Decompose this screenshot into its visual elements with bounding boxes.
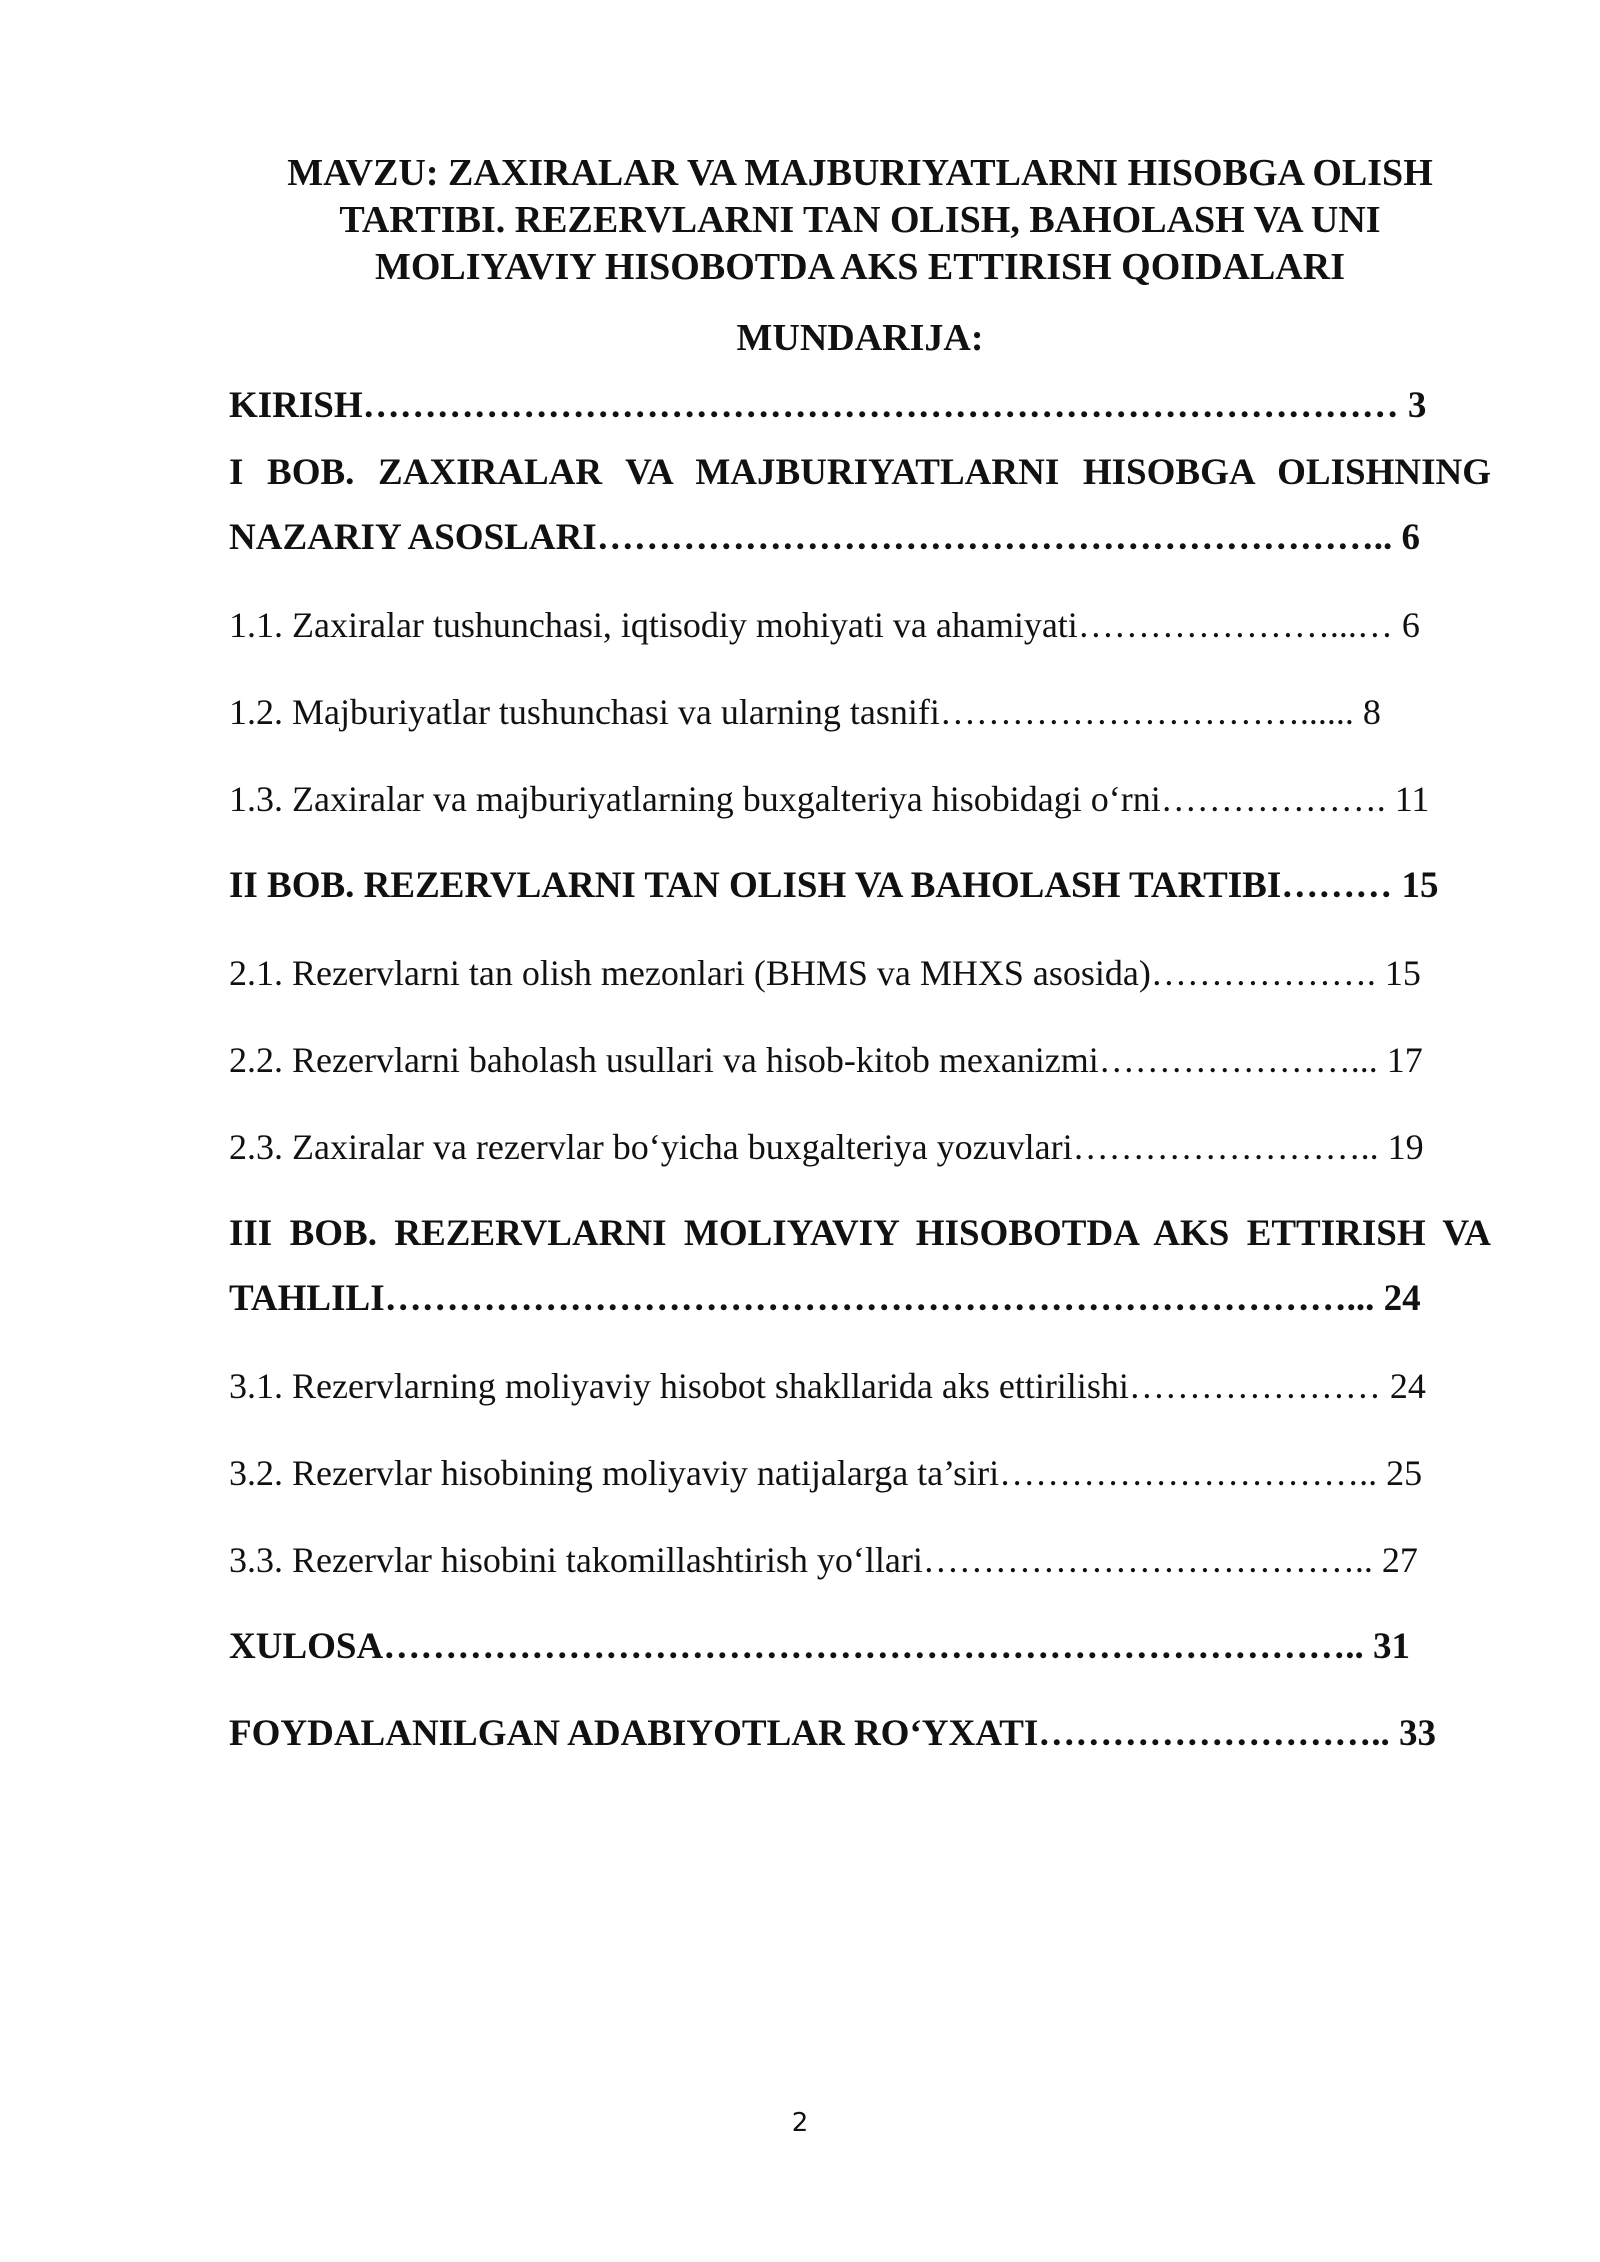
toc-entry-1-2: 1.2. Majburiyatlar tushunchasi va ularning tasnifi…………………………...... 8: [229, 692, 1381, 732]
toc-entry-1-3: 1.3. Zaxiralar va majburiyatlarning buxgalteriya hisobidagi o‘rni………………. 11: [229, 779, 1430, 819]
toc-entry-chapter-1-line-1: I BOB. ZAXIRALAR VA MAJBURIYATLARNI HISOBGA OLISHNING: [229, 452, 1491, 493]
toc-entry-2-1: 2.1. Rezervlarni tan olish mezonlari (BHMS va MHXS asosida)………………. 15: [229, 953, 1421, 993]
toc-entry-bibliography: FOYDALANILGAN ADABIYOTLAR RO‘YXATI……………………….. 33: [229, 1713, 1437, 1754]
toc-entry-chapter-3-line-2: TAHLILI……………………………………………………………………... 24: [229, 1278, 1421, 1319]
toc-heading: MUNDARIJA:: [736, 317, 984, 359]
title-line: MAVZU: ZAXIRALAR VA MAJBURIYATLARNI HISOBGA OLISH: [287, 152, 1433, 194]
toc-entry-xulosa: XULOSA…………………………………………………………………….. 31: [229, 1626, 1410, 1667]
title-line: TARTIBI. REZERVLARNI TAN OLISH, BAHOLASH VA UNI: [339, 199, 1381, 241]
toc-entry-2-2: 2.2. Rezervlarni baholash usullari va hisob-kitob mexanizmi…………………... 17: [229, 1040, 1423, 1080]
toc-entry-3-2: 3.2. Rezervlar hisobining moliyaviy natijalarga ta’siri………………………….. 25: [229, 1453, 1423, 1493]
document-title: [200, 150, 1520, 291]
toc-entry-3-1: 3.1. Rezervlarning moliyaviy hisobot shakllarida aks ettirilishi………………… 24: [229, 1366, 1426, 1406]
toc-entry-chapter-1-line-2: NAZARIY ASOSLARI……………………………………………………….. 6: [229, 517, 1420, 558]
toc-entry-1-1: 1.1. Zaxiralar tushunchasi, iqtisodiy mohiyati va ahamiyati…………………...… 6: [229, 605, 1420, 645]
toc-entry-2-3: 2.3. Zaxiralar va rezervlar bo‘yicha buxgalteriya yozuvlari…………………….. 19: [229, 1127, 1424, 1167]
title-line: MOLIYAVIY HISOBOTDA AKS ETTIRISH QOIDALARI: [375, 246, 1345, 288]
page-number: 2: [791, 2108, 809, 2138]
toc-entry-chapter-3-line-1: III BOB. REZERVLARNI MOLIYAVIY HISOBOTDA AKS ETTIRISH VA: [229, 1213, 1491, 1254]
toc-entry-3-3: 3.3. Rezervlar hisobini takomillashtirish yo‘llari……………………………….. 27: [229, 1540, 1418, 1580]
toc-entry-kirish: KIRISH………………………………………………………………………… 3: [229, 385, 1427, 426]
toc-entry-chapter-2: II BOB. REZERVLARNI TAN OLISH VA BAHOLASH TARTIBI……… 15: [229, 865, 1439, 906]
